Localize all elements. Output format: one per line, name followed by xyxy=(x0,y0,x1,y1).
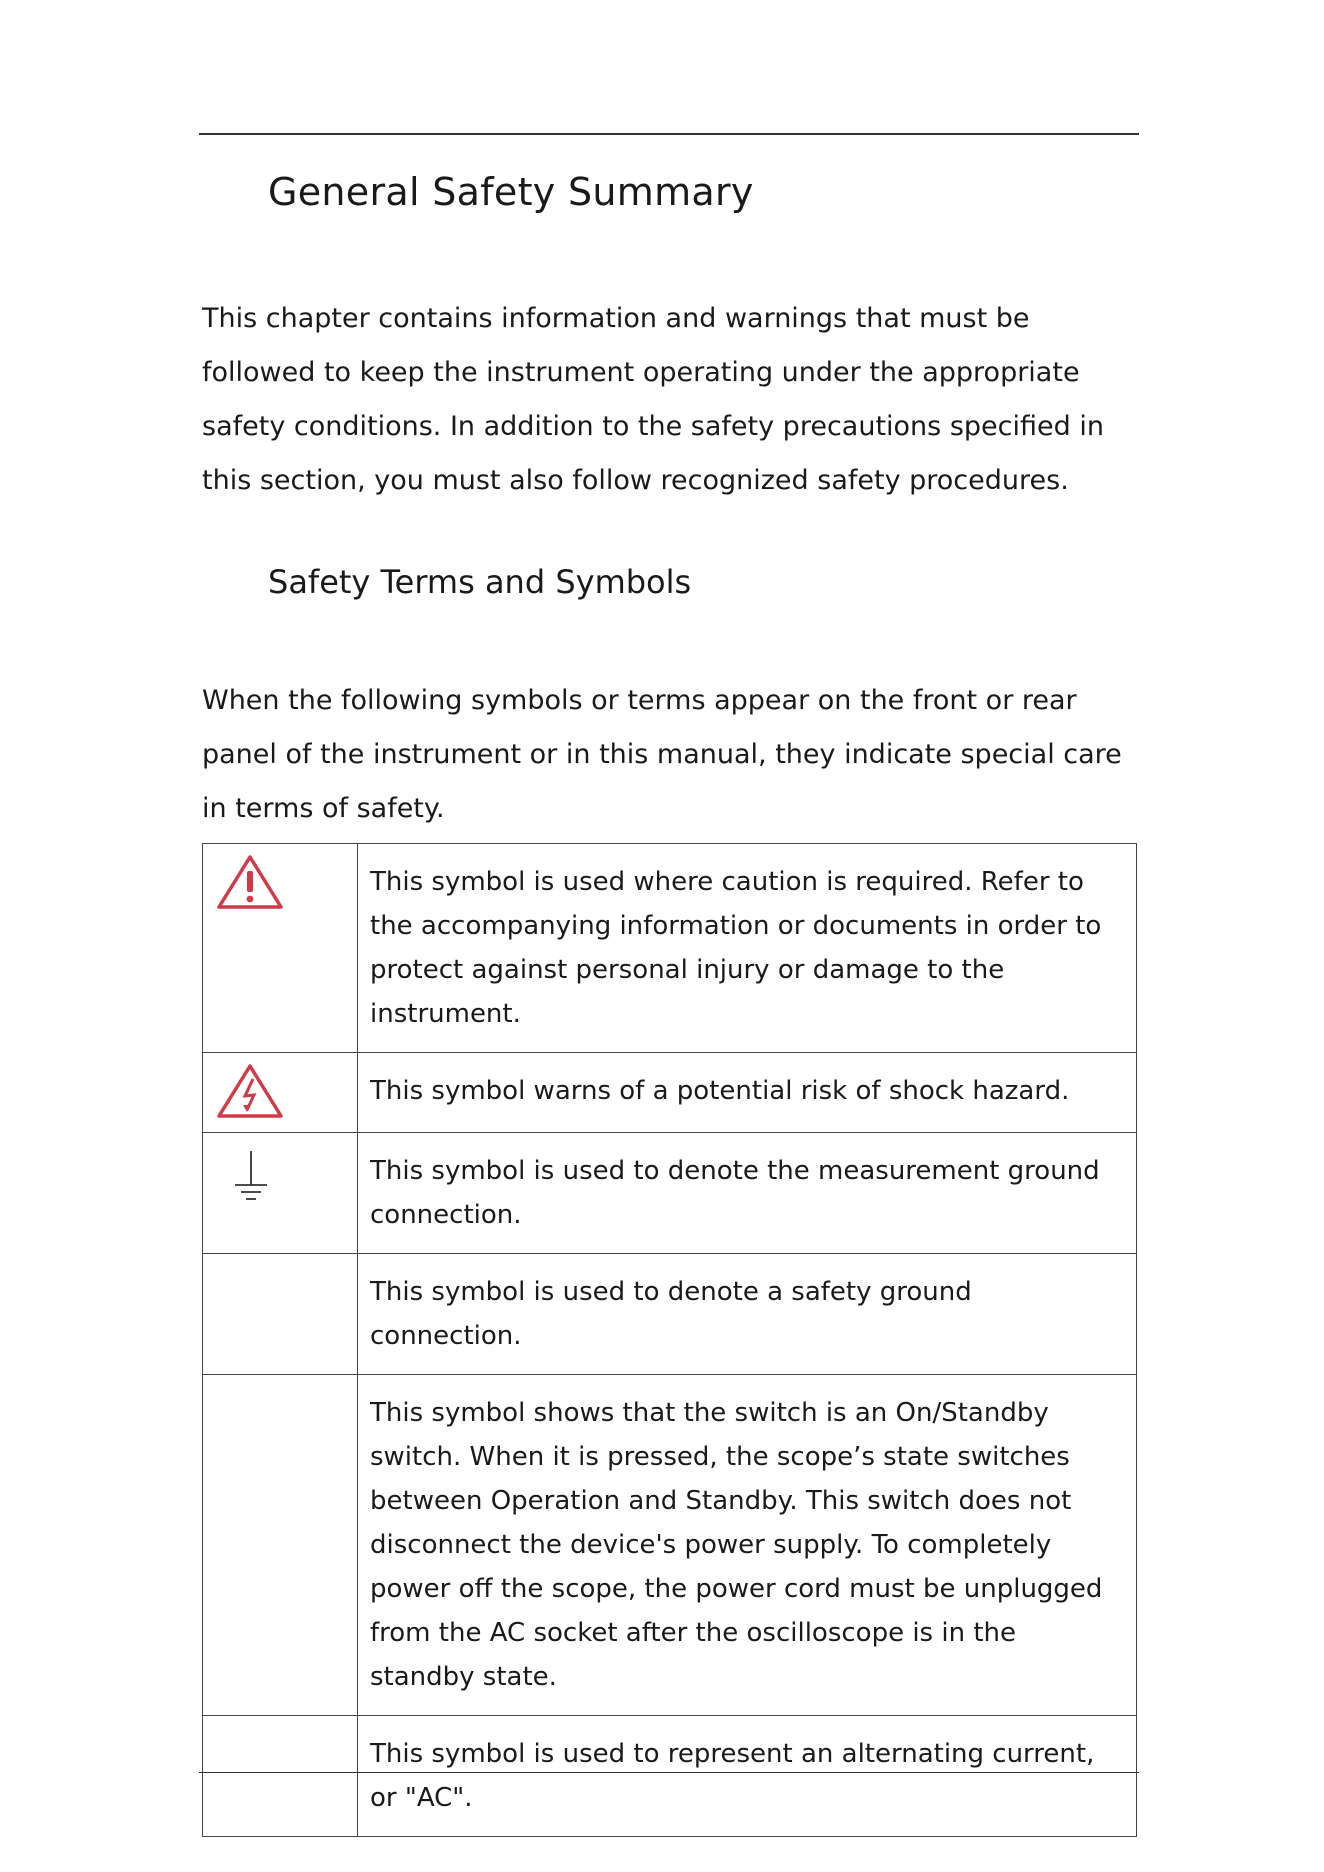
table-row xyxy=(203,1254,1137,1375)
intro-paragraph: This chapter contains information and warnings that must be followed to keep the instrument operating under the appropriate safety conditions. In addition to the safety precautions specified in this section, you must also follow recognized safety procedures. xyxy=(202,303,1104,496)
header-rule xyxy=(199,133,1139,135)
caution-icon xyxy=(216,854,284,910)
symbol-description: This symbol is used to represent an alternating current, or "AC". xyxy=(358,1716,1137,1837)
table-row xyxy=(203,1716,1137,1837)
symbol-description: This symbol is used to denote a safety ground connection. xyxy=(358,1254,1137,1375)
symbol-description: This symbol shows that the switch is an On/Standby switch. When it is pressed, the scope’s state switches between Operation and Standby. This switch does not disconnect the device's power supply. To completely power off the scope, the power cord must be unplugged from the AC socket after the oscilloscope is in the standby state. xyxy=(358,1375,1137,1716)
symbol-description: This symbol is used where caution is required. Refer to the accompanying information or documents in order to protect against personal injury or damage to the instrument. xyxy=(358,844,1137,1053)
symbol-cell xyxy=(203,1716,358,1837)
symbol-description: This symbol is used to denote the measurement ground connection. xyxy=(358,1133,1137,1254)
symbol-cell xyxy=(203,844,358,1053)
page-title: General Safety Summary xyxy=(268,170,754,214)
symbol-cell xyxy=(203,1254,358,1375)
ground-icon xyxy=(231,1147,271,1207)
section-intro-paragraph: When the following symbols or terms appear on the front or rear panel of the instrument or in this manual, they indicate special care in terms of safety. xyxy=(202,685,1122,824)
symbol-description: This symbol warns of a potential risk of shock hazard. xyxy=(358,1053,1137,1133)
symbol-cell xyxy=(203,1053,358,1133)
footer-rule xyxy=(199,1772,1139,1773)
table-row xyxy=(203,1375,1137,1716)
table-row xyxy=(203,1133,1137,1254)
section-title: Safety Terms and Symbols xyxy=(268,563,692,601)
shock-hazard-icon xyxy=(216,1063,284,1119)
table-row xyxy=(203,844,1137,1053)
symbol-cell xyxy=(203,1133,358,1254)
table-row xyxy=(203,1053,1137,1133)
symbol-cell xyxy=(203,1375,358,1716)
symbols-table xyxy=(202,843,1137,1837)
